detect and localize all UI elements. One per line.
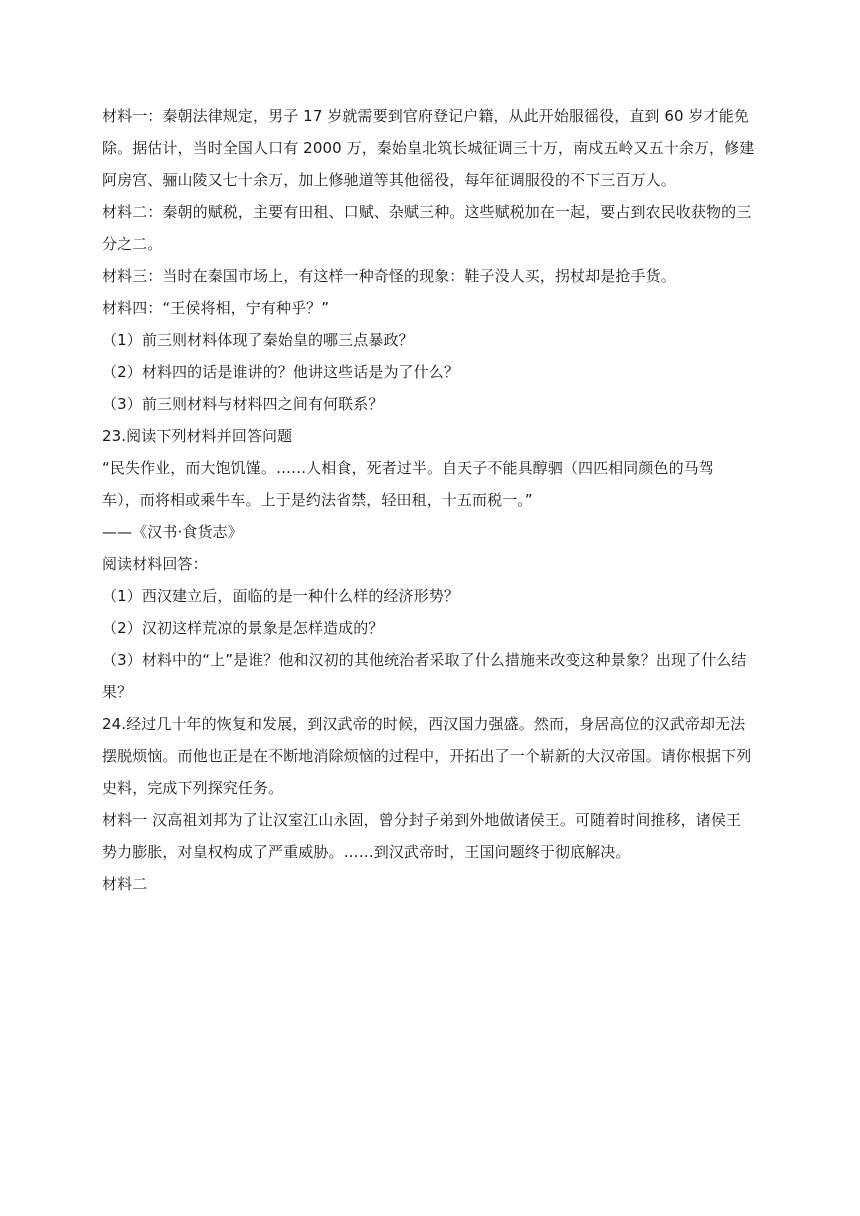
- q22-subquestion-1: （1）前三则材料体现了秦始皇的哪三点暴政？: [102, 331, 414, 349]
- q22-material1-line1: 材料一：秦朝法律规定，男子 17 岁就需要到官府登记户籍，从此开始服徭役，直到 60 岁才能免: [102, 107, 749, 125]
- q24-intro-line3: 史料，完成下列探究任务。: [102, 779, 284, 797]
- q24-material2-label: 材料二: [102, 875, 148, 893]
- q24-material1-line1: 材料一 汉高祖刘邦为了让汉室江山永固，曾分封子弟到外地做诸侯王。可随着时间推移，诸侯王: [102, 811, 742, 829]
- q24-intro-line1: 24.经过几十年的恢复和发展，到汉武帝的时候，西汉国力强盛。然而，身居高位的汉武帝却无法: [102, 715, 746, 733]
- q23-subquestion-1: （1）西汉建立后，面临的是一种什么样的经济形势？: [102, 587, 459, 605]
- q22-material2-line1: 材料二：秦朝的赋税，主要有田租、口赋、杂赋三种。这些赋税加在一起，要占到农民收获物的三: [102, 203, 752, 221]
- q22-material2-line2: 分之二。: [102, 235, 163, 253]
- q22-subquestion-2: （2）材料四的话是谁讲的？他讲这些话是为了什么？: [102, 363, 459, 381]
- q23-instruction: 阅读材料回答：: [102, 555, 208, 573]
- q24-intro-line2: 摆脱烦恼。而他也正是在不断地消除烦恼的过程中，开拓出了一个崭新的大汉帝国。请你根据下列: [102, 747, 752, 765]
- q22-material3: 材料三：当时在秦国市场上，有这样一种奇怪的现象：鞋子没人买，拐杖却是抢手货。: [102, 267, 676, 285]
- q23-quote-line2: 车），而将相或乘牛车。上于是约法省禁，轻田租，十五而税一。”: [102, 491, 533, 509]
- q23-heading: 23.阅读下列材料并回答问题: [102, 427, 293, 445]
- q22-material1-line3: 阿房宫、骊山陵又七十余万，加上修驰道等其他徭役，每年征调服役的不下三百万人。: [102, 171, 676, 189]
- q23-subquestion-3-line2: 果？: [102, 683, 133, 701]
- q22-material4: 材料四：“王侯将相，宁有种乎？”: [102, 299, 330, 317]
- q23-subquestion-2: （2）汉初这样荒凉的景象是怎样造成的？: [102, 619, 384, 637]
- q24-material1-line2: 势力膨胀，对皇权构成了严重威胁。……到汉武帝时，王国问题终于彻底解决。: [102, 843, 631, 861]
- document-page: [102, 100, 762, 900]
- q23-quote-source: ——《汉书·食货志》: [102, 523, 243, 541]
- q22-subquestion-3: （3）前三则材料与材料四之间有何联系？: [102, 395, 384, 413]
- q23-quote-line1: “民失作业，而大饱饥馑。……人相食，死者过半。自天子不能具醇驷（四匹相同颜色的马驾: [102, 459, 714, 477]
- q22-material1-line2: 除。据估计，当时全国人口有 2000 万，秦始皇北筑长城征调三十万，南戍五岭又五十余万，修建: [102, 139, 755, 157]
- q23-subquestion-3-line1: （3）材料中的“上”是谁？他和汉初的其他统治者采取了什么措施来改变这种景象？出现了什么结: [102, 651, 747, 669]
